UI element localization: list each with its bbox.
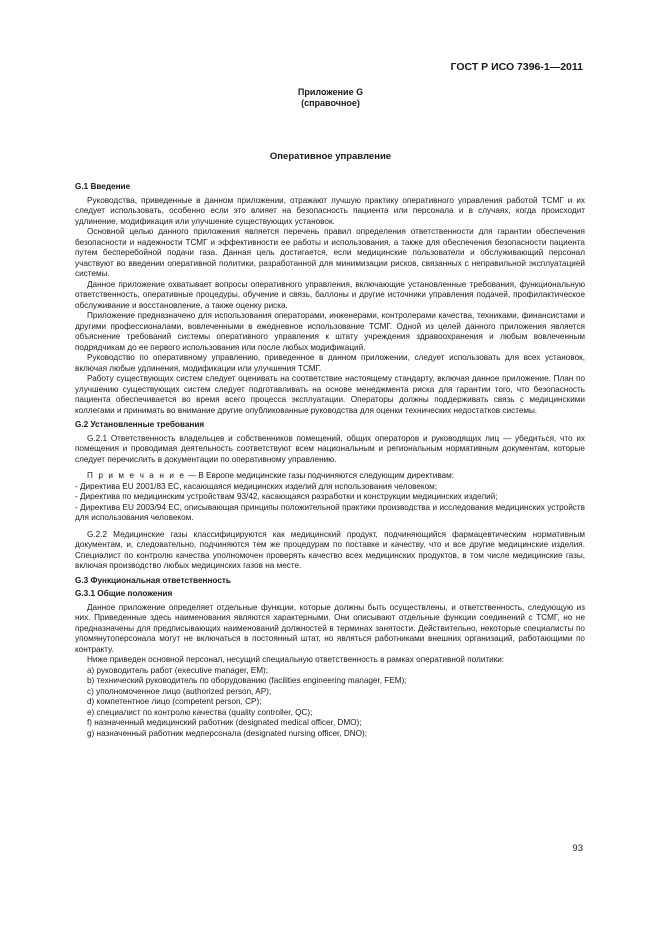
- page-number: 93: [572, 843, 583, 854]
- list-item: a) руководитель работ (executive manager, EM);: [87, 665, 269, 675]
- list-item: b) технический руководитель по оборудованию (facilities engineering manager, FEM);: [87, 676, 407, 685]
- note-item: - Директива по медицинским устройствам 93/42, касающаяся разработки и конструкции медицинских изделий;: [75, 492, 498, 501]
- paragraph: Данное приложение охватывает вопросы оперативного управления, включающие установленные требования, функциональную ответственность, оперативные процедуры, обучение и связь, баллоны и другие источники управления подачей, профилактическое обслуживание и восстановление, а также оценку риска.: [75, 279, 585, 310]
- paragraph: Руководства, приведенные в данном приложении, отражают лучшую практику оперативного управления работой ТСМГ и их следует использовать, особенно если это влияет на безопасность пациента или персонала и в случаях, когда происходит удлинение, модификация или улучшение существующих установок.: [75, 195, 585, 226]
- paragraph: Основной целью данного приложения является перечень правил определения ответственности для гарантии обеспечения безопасности и надежности ТСМГ и эффективности ее работы и использования, а также для обеспечения безопасности пациента путем бесперебойной подачи газа. Данная цель достигается, если медицинские пользователи и обслуживающий персонал участвуют во введении оперативной политики, разработанной для минимизации рисков, связанных с неправильной эксплуатацией системы.: [75, 227, 585, 278]
- paragraph: Ниже приведен основной персонал, несущий специальную ответственность в рамках оперативной политики:: [87, 655, 505, 664]
- annex-title: Приложение G: [297, 87, 364, 97]
- note-text: — В Европе медицинские газы подчиняются следующим директивам:: [185, 471, 455, 480]
- note-item: - Директива EU 2001/83 ЕС, касающаяся медицинских изделий для использования человеком;: [75, 481, 438, 491]
- paragraph-g2-1: G.2.1 Ответственность владельцев и собственников помещений, общих операторов и руководящих лиц — убедиться, что их помещения и проводимая деятельность соответствуют всем национальным и региональным нормативным документам, которые следует перечислить в документации по оперативному управлению.: [75, 433, 585, 464]
- note-label: П р и м е ч а н и е: [87, 471, 186, 480]
- annex-heading: [0, 87, 661, 109]
- subsection-heading-g3-1: G.3.1 Общие положения: [75, 589, 173, 598]
- list-item: d) компетентное лицо (competent person, CP);: [87, 697, 262, 706]
- list-item: g) назначенный работник медперсонала (designated nursing officer, DNO);: [87, 728, 368, 738]
- note: [75, 471, 585, 524]
- annex-kind: (справочное): [301, 98, 360, 108]
- paragraph: Приложение предназначено для использования операторами, инженерами, контролерами качества, техниками, финансистами и другими профессионалами, вовлеченными в ежедневное использование ТСМГ. Одной из целей данного приложения является объяснение требований системы оперативного управления к штату учреждения здравоохранения и любым вовлеченным подрядчикам до ее первого использования или после любых модификаций.: [75, 311, 585, 352]
- note-item: - Директива EU 2003/94 ЕС, описывающая принципы положительной практики производства и исследования медицинских устройств для использования человеком.: [75, 502, 585, 522]
- section-heading-g1: G.1 Введение: [75, 182, 131, 191]
- paragraph: Работу существующих систем следует оценивать на соответствие настоящему стандарту, включая данное приложение. План по улучшению существующих систем следует подготавливать на основе менеджмента риска для гарантии того, что безопасность пациента обеспечивается во время всего процесса эксплуатации. Операторы должны поддерживать связь с медицинскими коллегами и принимать во внимание другие опубликованные руководства для оценки технических недостатков системы.: [75, 374, 585, 415]
- section-heading-g3: G.3 Функциональная ответственность: [75, 575, 231, 585]
- paragraph: Руководство по оперативному управлению, приведенное в данном приложении, следует использовать для всех установок, включая любые удлинения, модификации или улучшения ТСМГ.: [75, 353, 585, 373]
- list-item: e) специалист по контролю качества (quality controller, QC);: [87, 707, 313, 717]
- section-heading-g2: G.2 Установленные требования: [75, 420, 205, 429]
- paragraph: Данное приложение определяет отдельные функции, которые должны быть осуществлены, и ответственность, следующую из них. Приведенные здесь наименования являются характерными. Они описывают отдельные функции соединений с ТСМГ, но не предназначены для предписывающих наименований должностей в терминах занятости. Действительно, некоторые специалисты по упомянутоперсонала могут не включаться в постоянный штат, но являться работниками внешних организаций, работающими по контракту.: [75, 602, 585, 654]
- main-text: [75, 182, 585, 739]
- roles-list: [87, 666, 585, 740]
- list-item: f) назначенный медицинский работник (designated medical officer, DMO);: [87, 718, 362, 727]
- annex-subject-title: Оперативное управление: [269, 151, 392, 162]
- list-item: c) уполномоченное лицо (authorized person, AP);: [87, 686, 272, 696]
- paragraph-g2-2: G.2.2 Медицинские газы классифицируются как медицинский продукт, подчиняющийся фармацевтическим нормативным документам, и, следовательно, подчиняются тем же процедурам по поставке и качеству, что и все другие медицинские изделия. Специалист по контролю качества уполномочен проверять качество всех медицинских продуктов, в том числе медицинские газы, включая производство любых медицинских газов на месте.: [75, 529, 585, 570]
- standard-number: ГОСТ Р ИСО 7396-1—2011: [450, 61, 583, 73]
